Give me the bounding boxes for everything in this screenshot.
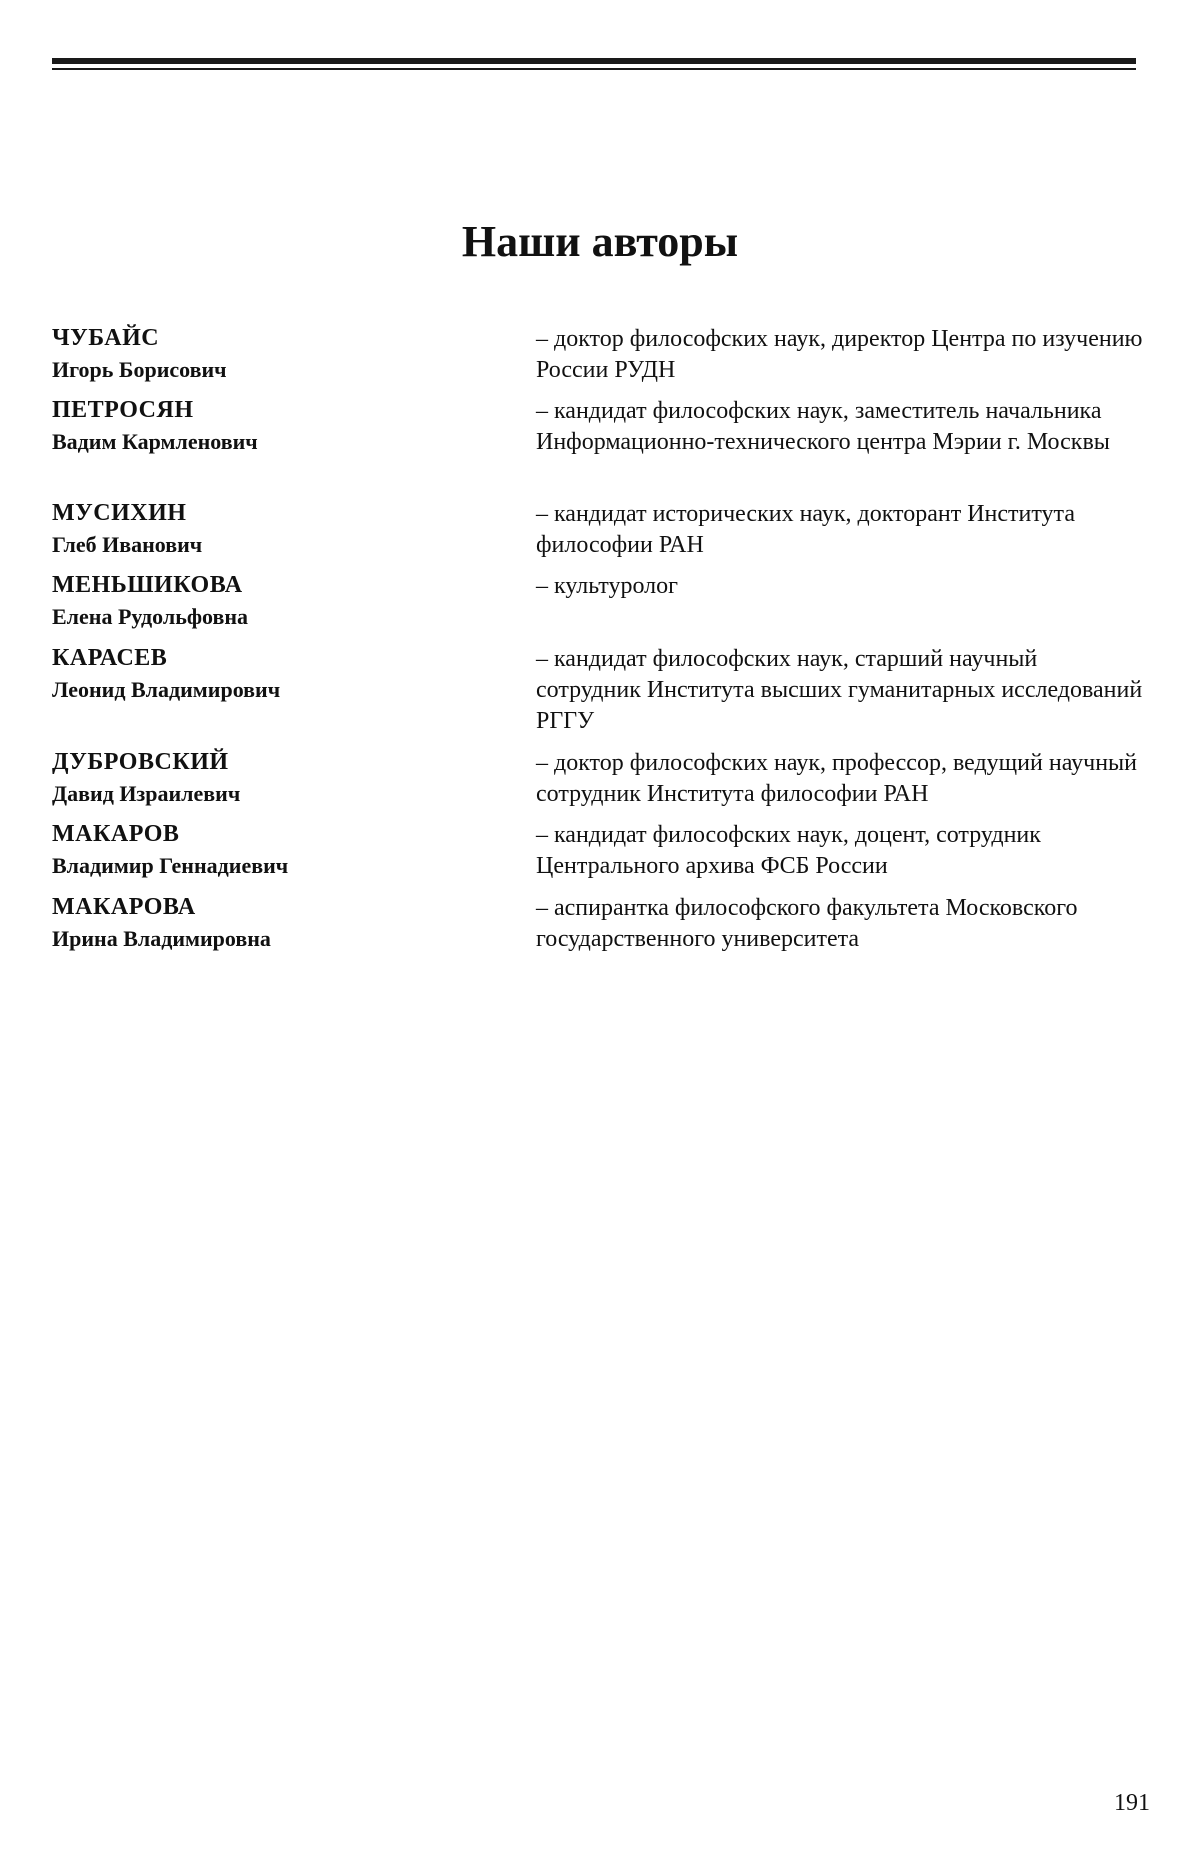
author-surname: ДУБРОВСКИЙ <box>52 749 229 775</box>
author-surname: КАРАСЕВ <box>52 645 168 671</box>
author-names <box>52 818 492 882</box>
page-number: 191 <box>1114 1790 1150 1816</box>
author-names <box>52 322 492 386</box>
author-given-name: Вадим Кармленович <box>52 429 258 454</box>
author-given-name: Глеб Иванович <box>52 532 203 557</box>
author-surname: МАКАРОВА <box>52 894 196 920</box>
author-given-name: Игорь Борисович <box>52 357 227 382</box>
author-names <box>52 891 492 955</box>
author-given-name: Ирина Владимировна <box>52 926 271 951</box>
author-names <box>52 394 492 458</box>
author-names <box>52 746 492 810</box>
page-title: Наши авторы <box>461 217 739 266</box>
author-given-name: Елена Рудольфовна <box>52 604 249 629</box>
author-description: – культуролог <box>536 573 678 599</box>
author-given-name: Давид Израилевич <box>52 781 241 806</box>
author-names <box>52 497 492 561</box>
author-surname: МАКАРОВ <box>52 821 180 847</box>
author-surname: ЧУБАЙС <box>52 325 160 351</box>
author-description: – кандидат исторических наук, докторант Института философии РАН <box>536 501 1075 558</box>
author-names <box>52 569 492 633</box>
author-names <box>52 642 492 706</box>
header-rule-thin <box>52 68 1136 70</box>
author-description: – аспирантка философского факультета Московского государственного университета <box>536 895 1078 952</box>
author-description: – кандидат философских наук, заместитель начальника Информационно-технического центра Мэрии г. Москвы <box>536 398 1110 455</box>
author-surname: МЕНЬШИКОВА <box>52 572 243 598</box>
author-surname: ПЕТРОСЯН <box>52 397 194 423</box>
author-surname: МУСИХИН <box>52 500 187 526</box>
author-description: – доктор философских наук, профессор, ведущий научный сотрудник Института философии РАН <box>536 750 1138 807</box>
header-rule-thick <box>52 58 1136 64</box>
author-description: – кандидат философских наук, старший научный сотрудник Института высших гуманитарных исследований РГГУ <box>536 646 1143 734</box>
author-given-name: Леонид Владимирович <box>52 677 281 702</box>
author-description: – кандидат философских наук, доцент, сотрудник Центрального архива ФСБ России <box>536 822 1041 879</box>
author-description: – доктор философских наук, директор Центра по изучению России РУДН <box>536 326 1143 383</box>
author-given-name: Владимир Геннадиевич <box>52 853 289 878</box>
